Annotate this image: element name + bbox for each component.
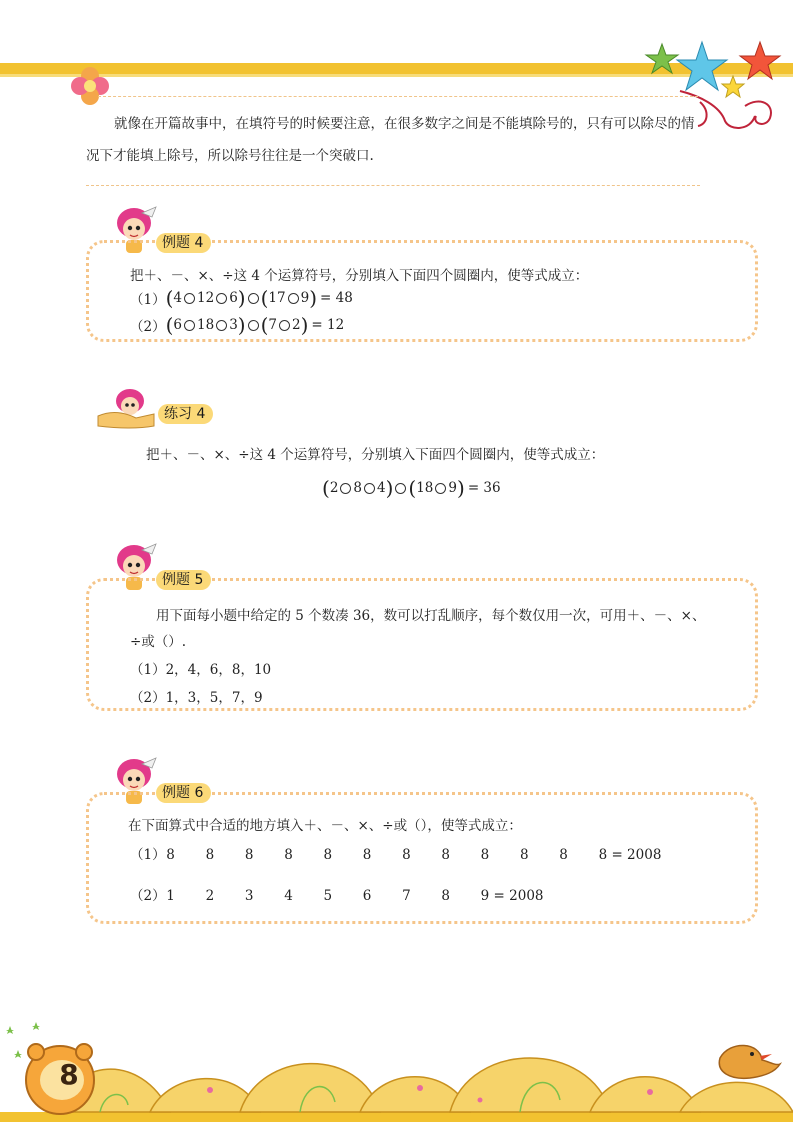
blank-circle [340,483,351,494]
question-prefix: （2） [130,319,166,335]
blank-circle [288,293,299,304]
blank-circle [216,320,227,331]
example-6-prompt: 在下面算式中合适的地方填入＋、－、×、÷或（），使等式成立： [128,818,522,834]
equation-result: = 48 [320,290,353,306]
number: 2 [329,480,339,496]
number: 8 [441,888,450,904]
equation-result: = 12 [311,317,345,333]
blank-circle [184,293,195,304]
example-5-line-2: ÷或（）. [130,634,187,650]
example-5-question-2: （2）1，3，5，7，9 [130,690,263,706]
number: 8 [205,847,215,863]
number: 8 [166,847,175,863]
example-5-line-1: 用下面每小题中给定的 5 个数凑 36，数可以打乱顺序，每个数仅用一次，可用＋、－、×、 [156,608,706,624]
flower-icon [68,64,112,108]
number: 4 [173,290,182,306]
blank-circle [364,483,375,494]
number: 9 [300,290,310,306]
number: 7 [402,888,411,904]
example-5-label: 例题 5 [156,570,211,590]
number: 18 [197,317,215,333]
example-6-question-1 [130,843,661,863]
number: 2 [292,317,301,333]
number: 17 [268,290,286,306]
blank-circle [248,293,259,304]
number: 8 [519,847,529,863]
number: 8 [480,847,490,863]
practice-4-equation: ( 2 8 4 ) ( 18 9 ) = 36 [322,476,501,500]
example-6-label: 例题 6 [156,783,211,803]
equation-result: = 36 [467,480,501,496]
practice-4-label: 练习 4 [158,404,213,424]
number: 4 [377,480,386,496]
intro-bottom-divider [86,185,700,186]
blank-circle [216,293,227,304]
intro-top-divider [98,96,698,97]
reading-girl-icon [96,386,160,430]
blank-circle [248,320,259,331]
number: 7 [268,317,277,333]
number: 6 [229,290,238,306]
number: 6 [173,317,182,333]
example-4-question-1: （1） ( 4 12 6 ) ( 17 9 ) = 48 [130,286,353,310]
number: 8 [353,480,362,496]
intro-line-2: 况下才能填上除号，所以除号往往是一个突破口. [86,148,374,164]
equation-result: 9 = 2008 [480,888,544,904]
blank-circle [435,483,446,494]
example-4-prompt: 把＋、－、×、÷这 4 个运算符号，分别填入下面四个圆圈内，使等式成立： [130,268,589,284]
number: 8 [441,847,450,863]
blank-circle [395,483,406,494]
footer-decoration [0,1020,793,1122]
number: 2 [205,888,215,904]
page-number: 8 [59,1058,79,1091]
number: 8 [402,847,411,863]
number: 5 [323,888,333,904]
number: 8 [323,847,333,863]
number: 8 [362,847,372,863]
number: 9 [448,480,457,496]
number: 4 [284,888,293,904]
number: 6 [362,888,372,904]
example-5-question-1: （1）2，4，6，8，10 [130,662,272,678]
question-prefix: （2） [130,888,166,904]
blank-circle [279,320,290,331]
number: 3 [244,888,254,904]
number: 1 [166,888,175,904]
example-4-question-2: （2） ( 6 18 3 ) ( 7 2 ) = 12 [130,313,345,337]
number: 8 [559,847,568,863]
number: 18 [416,480,434,496]
example-4-label: 例题 4 [156,233,211,253]
question-prefix: （1） [130,847,166,863]
number: 8 [284,847,293,863]
number: 12 [197,290,215,306]
number: 3 [229,317,238,333]
question-prefix: （1） [130,292,166,308]
intro-line-1: 就像在开篇故事中，在填符号的时候要注意，在很多数字之间是不能填除号的，只有可以除尽的情 [114,116,695,132]
example-6-question-2 [130,884,544,904]
equation-result: 8 = 2008 [598,847,662,863]
practice-4-prompt: 把＋、－、×、÷这 4 个运算符号，分别填入下面四个圆圈内，使等式成立： [146,447,605,463]
number: 8 [244,847,254,863]
blank-circle [184,320,195,331]
